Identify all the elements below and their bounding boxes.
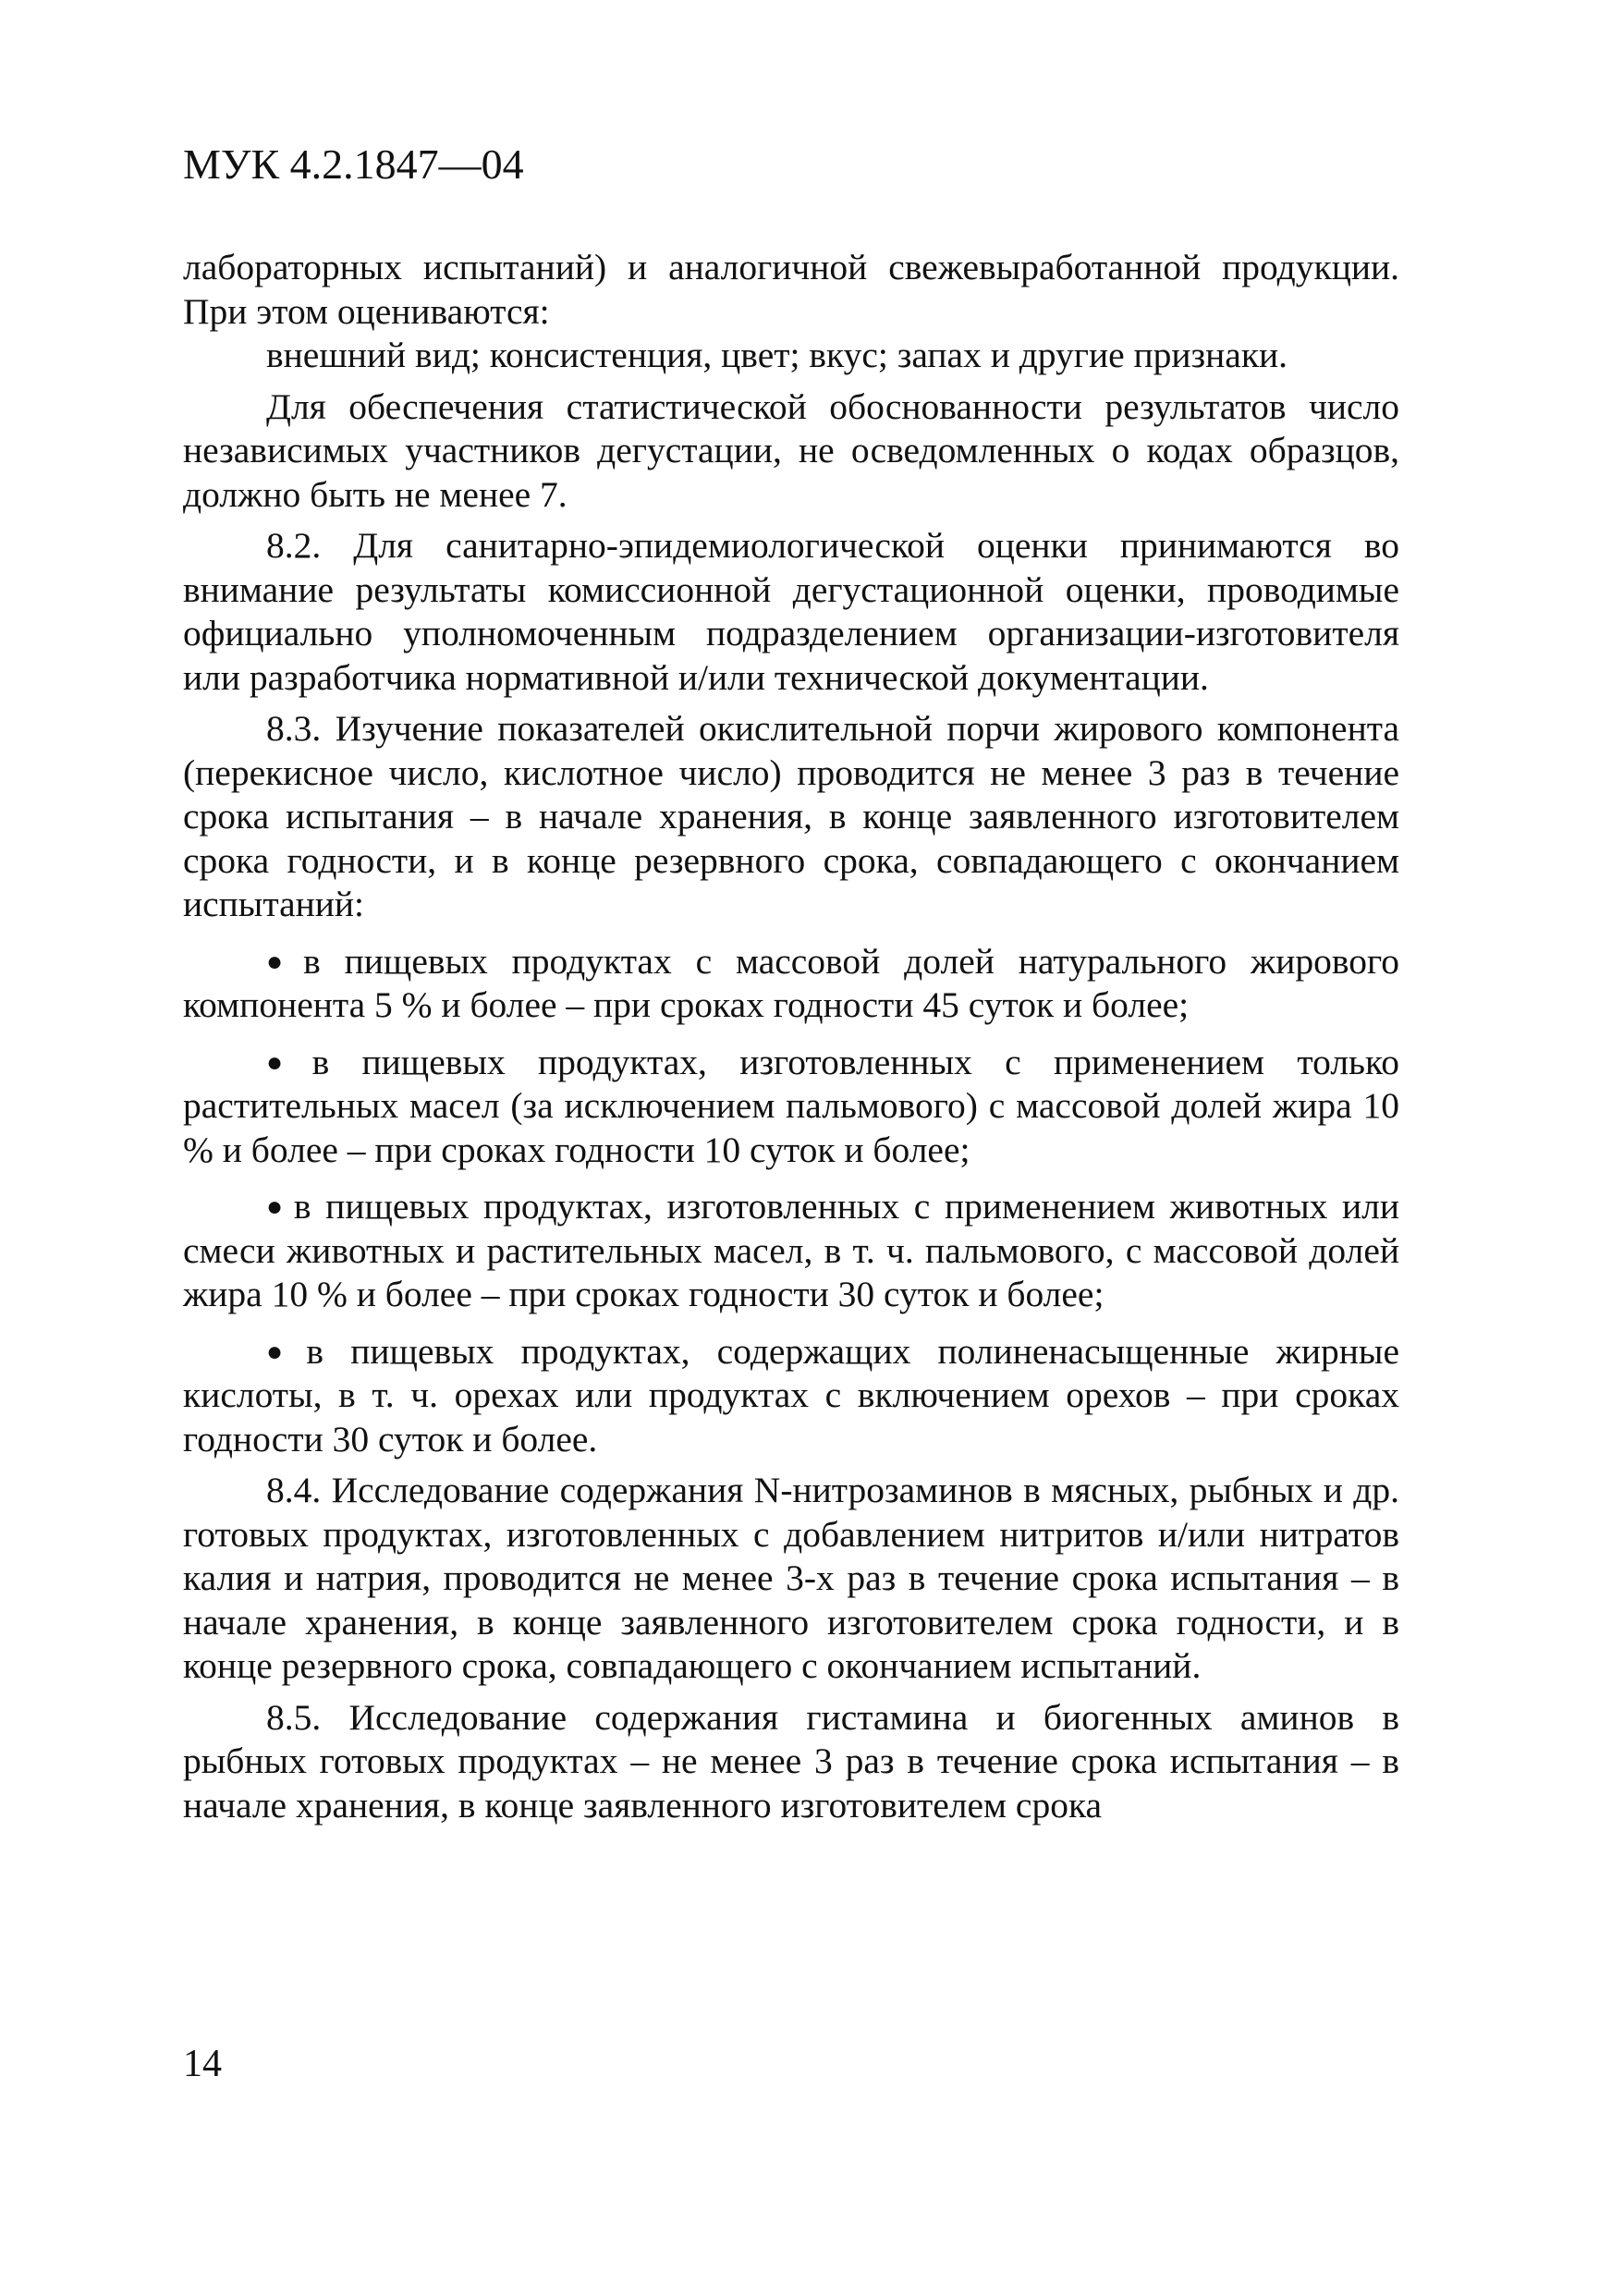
paragraph-8-5: 8.5. Исследование содержания гистамина и биогенных аминов в рыбных готовых продуктах – не менее 3 раз в течение срока испытания – в начале хранения, в конце заявленного изготовителем срока <box>183 1696 1399 1826</box>
bullet-item-2-text: в пищевых продуктах, изготовленных с применением только растительных масел (за исключением пальмового) с массовой долей жира 10 % и более – при сроках годности 10 суток и более; <box>183 1041 1399 1170</box>
body-text <box>183 246 1399 1827</box>
paragraph-8-4: 8.4. Исследование содержания N-нитрозаминов в мясных, рыбных и др. готовых продуктах, изготовленных с добавлением нитритов и/или нитратов калия и натрия, проводится не менее 3-х раз в течение срока испытания – в начале хранения, в конце заявленного изготовителем срока годности, и в конце резервного срока, совпадающего с окончанием испытаний. <box>183 1470 1399 1686</box>
bullet-item-3 <box>183 1185 1399 1317</box>
bullet-item-4-text: в пищевых продуктах, содержащих полиненасыщенные жирные кислоты, в т. ч. орехах или продуктах с включением орехов – при сроках годности 30 суток и более. <box>183 1330 1399 1459</box>
paragraph-8-3: 8.3. Изучение показателей окислительной порчи жирового компонента (перекисное число, кислотное число) проводится не менее 3 раз в течение срока испытания – в начале хранения, в конце заявленного изготовителем срока годности, и в конце резервного срока, совпадающего с окончанием испытаний: <box>183 708 1399 924</box>
paragraph-evaluation-criteria: внешний вид; консистенция, цвет; вкус; запах и другие признаки. <box>266 335 1288 375</box>
bullet-icon: ● <box>266 1191 288 1222</box>
bullet-icon: ● <box>266 946 299 977</box>
page-number: 14 <box>183 2043 222 2085</box>
document-header: МУК 4.2.1847—04 <box>183 140 524 188</box>
bullet-icon: ● <box>266 1336 301 1367</box>
bullet-icon: ● <box>266 1046 307 1078</box>
bullet-item-4 <box>183 1330 1399 1462</box>
paragraph-participants: Для обеспечения статистической обоснованности результатов число независимых участников дегустации, не осведомленных о кодах образцов, должно быть не менее 7. <box>183 385 1399 515</box>
paragraph-8-2: 8.2. Для санитарно-эпидемиологической оценки принимаются во внимание результаты комиссионной дегустационной оценки, проводимые официально уполномоченным подразделением организации-изготовителя или разработчика нормативной и/или технической документации. <box>183 525 1399 698</box>
bullet-item-1-text: в пищевых продуктах с массовой долей натурального жирового компонента 5 % и более – при сроках годности 45 суток и более; <box>183 940 1400 1025</box>
bullet-item-2 <box>183 1041 1399 1173</box>
paragraph-continuation: лабораторных испытаний) и аналогичной свежевыработанной продукции. При этом оцениваются: <box>183 247 1399 332</box>
page-body <box>183 139 1399 1827</box>
bullet-item-1 <box>183 940 1399 1028</box>
bullet-item-3-text: в пищевых продуктах, изготовленных с применением животных или смеси животных и растительных масел, в т. ч. пальмового, с массовой долей жира 10 % и более – при сроках годности 30 суток и более; <box>183 1186 1399 1314</box>
